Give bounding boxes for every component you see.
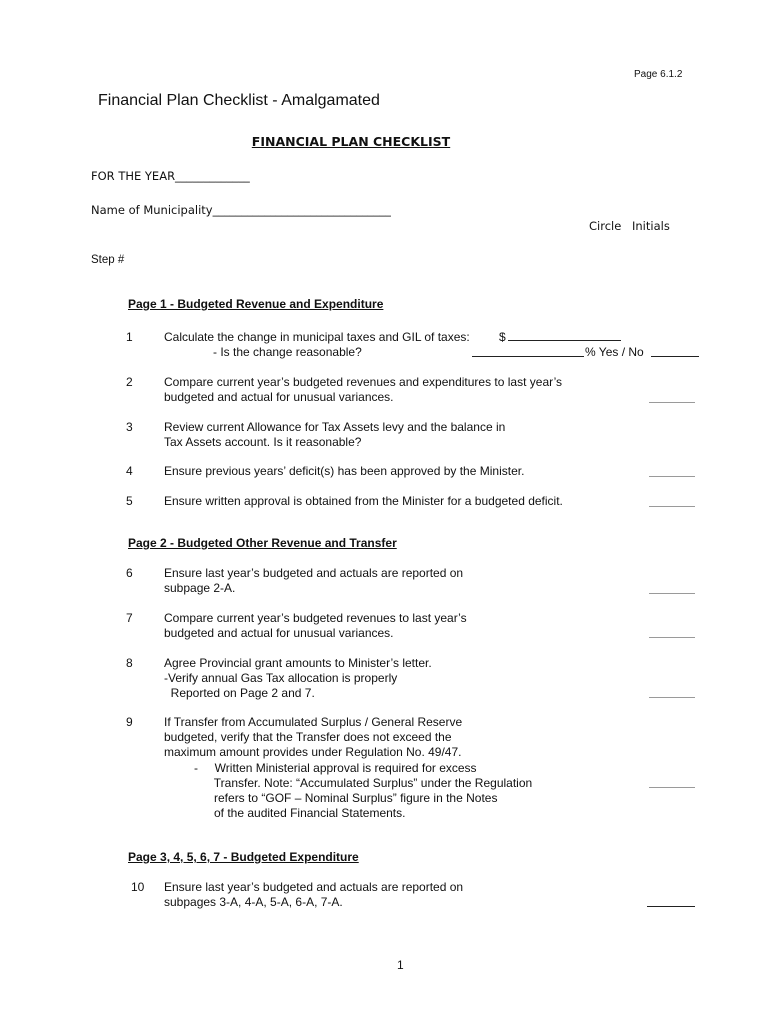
year-field: FOR THE YEAR_____________ bbox=[91, 169, 250, 183]
step-text: Review current Allowance for Tax Assets levy and the balance in Tax Assets account. Is it reasonable? bbox=[164, 420, 506, 450]
municipality-field: Name of Municipality_______________________________ bbox=[91, 203, 391, 217]
step-text: Agree Provincial grant amounts to Minister’s letter. -Verify annual Gas Tax allocation is properly Reported on Page 2 and 7. bbox=[164, 656, 432, 701]
column-circle: Circle bbox=[589, 219, 622, 233]
initials-blank[interactable] bbox=[649, 402, 695, 403]
initials-blank[interactable] bbox=[647, 906, 695, 907]
initials-blank[interactable] bbox=[649, 593, 695, 594]
column-initials: Initials bbox=[632, 219, 670, 233]
initials-blank[interactable] bbox=[649, 476, 695, 477]
step-text: Ensure last year’s budgeted and actuals are reported on subpages 3-A, 4-A, 5-A, 6-A, 7-A. bbox=[164, 880, 464, 910]
checklist-title: FINANCIAL PLAN CHECKLIST bbox=[251, 134, 451, 149]
tax-change-amount-line[interactable] bbox=[508, 340, 621, 341]
page-reference: Page 6.1.2 bbox=[634, 69, 683, 80]
initials-blank[interactable] bbox=[649, 506, 695, 507]
step-text: If Transfer from Accumulated Surplus / General Reserve budgeted, verify that the Transfer does not exceed the maximum amount provides under Regulation No. 49/47. - Written Ministerial approval is required for excess Transfer. Note: “Accumulated Surplus” under the Regulation refers to “GOF – Nominal Surplus” figure in the Notes of the audited Financial Statements. bbox=[164, 715, 533, 821]
section-heading-page-2: Page 2 - Budgeted Other Revenue and Transfer bbox=[128, 536, 397, 550]
initials-blank[interactable] bbox=[649, 697, 695, 698]
step-number: 9 bbox=[126, 715, 133, 729]
step-number: 10 bbox=[131, 880, 145, 894]
step-number: 2 bbox=[126, 375, 133, 389]
step-number: 1 bbox=[126, 330, 133, 344]
step-number: 7 bbox=[126, 611, 133, 625]
step-text: Ensure written approval is obtained from the Minister for a budgeted deficit. bbox=[164, 494, 563, 508]
percent-yes-no: % Yes / No bbox=[585, 345, 644, 359]
step-text: Ensure last year’s budgeted and actuals are reported on subpage 2-A. bbox=[164, 566, 464, 596]
step-number: 6 bbox=[126, 566, 133, 580]
step-number: 8 bbox=[126, 656, 133, 670]
step-text: Calculate the change in municipal taxes and GIL of taxes: bbox=[164, 330, 470, 344]
initials-blank[interactable] bbox=[649, 637, 695, 638]
dollar-sign: $ bbox=[499, 330, 506, 344]
step-subtext: - Is the change reasonable? bbox=[213, 345, 362, 359]
step-number: 3 bbox=[126, 420, 133, 434]
section-heading-page-1: Page 1 - Budgeted Revenue and Expenditure bbox=[128, 297, 384, 311]
yes-no-line[interactable] bbox=[651, 356, 699, 357]
percent-change-line[interactable] bbox=[472, 356, 584, 357]
step-number: 5 bbox=[126, 494, 133, 508]
page-number: 1 bbox=[397, 958, 404, 972]
step-number: 4 bbox=[126, 464, 133, 478]
step-column-label: Step # bbox=[91, 254, 125, 266]
step-text: Compare current year’s budgeted revenues and expenditures to last year’s budgeted and actual for unusual variances. bbox=[164, 375, 563, 405]
initials-blank[interactable] bbox=[649, 787, 695, 788]
section-heading-page-3-7: Page 3, 4, 5, 6, 7 - Budgeted Expenditure bbox=[128, 850, 359, 864]
step-text: Ensure previous years’ deficit(s) has been approved by the Minister. bbox=[164, 464, 525, 478]
step-text: Compare current year’s budgeted revenues to last year’s budgeted and actual for unusual variances. bbox=[164, 611, 467, 641]
document-title: Financial Plan Checklist - Amalgamated bbox=[98, 92, 380, 109]
